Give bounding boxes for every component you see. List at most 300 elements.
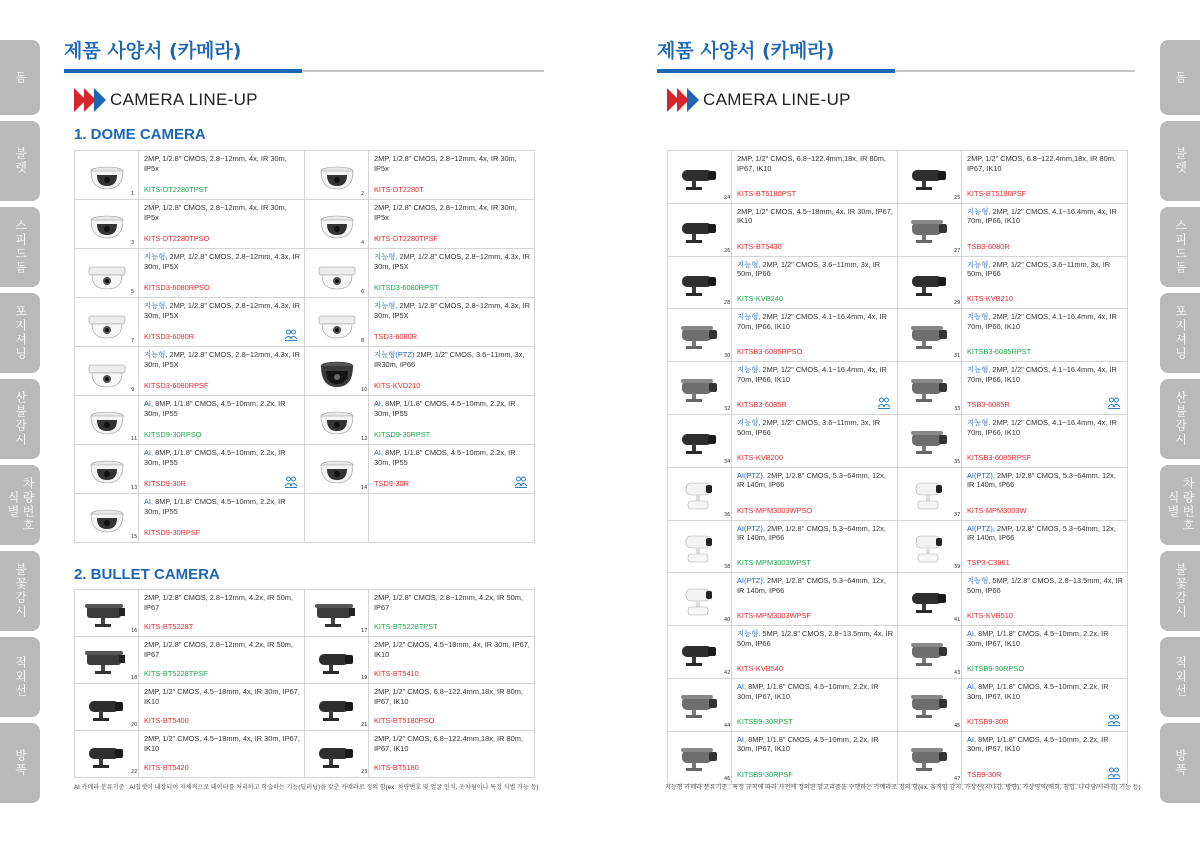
side-tab-label: 차량번호식별 bbox=[1166, 477, 1195, 533]
product-model: KITS-BT5228TPSF bbox=[144, 669, 208, 678]
side-tab[interactable] bbox=[1160, 465, 1200, 545]
product-image-cell bbox=[898, 520, 962, 573]
product-model: KITS-BT5180PSF bbox=[967, 188, 1027, 198]
camera-image bbox=[79, 255, 135, 297]
table-row bbox=[668, 520, 1128, 573]
product-desc-cell bbox=[139, 494, 305, 543]
product-spec bbox=[144, 497, 300, 516]
camera-image bbox=[309, 451, 368, 493]
product-model: KITSB9-30RPSO bbox=[967, 663, 1025, 673]
product-category: AI(PTZ), bbox=[737, 470, 765, 480]
side-tab-label: 차량번호식별 bbox=[6, 477, 35, 533]
product-desc-cell bbox=[732, 467, 898, 520]
product-category: 지능형, bbox=[967, 417, 991, 427]
product-desc-cell bbox=[139, 637, 305, 684]
product-model: KITSD3-6080RPSF bbox=[144, 381, 209, 390]
side-tab-label: 적외선 bbox=[1173, 656, 1188, 698]
side-tab[interactable] bbox=[0, 551, 40, 631]
product-number: 29 bbox=[954, 300, 961, 307]
side-tab[interactable] bbox=[1160, 723, 1200, 803]
product-image-cell bbox=[668, 203, 732, 256]
product-spec bbox=[144, 399, 300, 418]
product-model: KITSD3-6080RPSO bbox=[144, 283, 210, 292]
side-tab[interactable] bbox=[0, 293, 40, 373]
footnote: 지능형 카메라 분류기준 : 특정 규칙에 따라 사전에 정의된 알고리즘을 수행하는 카메라로 정의 함(ex. 움직임 감지, 가상선(지나감, 방향), 가상영역(배회, 침입, 나타남/사라짐) 기능 등) bbox=[665, 784, 1141, 791]
product-model: KITSD9-30RPST bbox=[374, 430, 431, 439]
product-number: 20 bbox=[131, 722, 138, 728]
product-model: KITS-KVB200 bbox=[737, 452, 784, 462]
product-category: AI, bbox=[967, 629, 977, 639]
product-image-cell bbox=[898, 626, 962, 679]
product-model: KITS-KVB210 bbox=[967, 294, 1014, 304]
product-spec-text: 8MP, 1/1.8" CMOS, 4.5~10mm, 2.2x, IR 30m, IP67, IK10 bbox=[737, 734, 879, 754]
product-desc-cell bbox=[732, 573, 898, 626]
product-desc-cell bbox=[139, 298, 305, 347]
product-model: TSD9-30R bbox=[374, 479, 409, 488]
product-image-cell bbox=[305, 445, 369, 494]
side-tab[interactable] bbox=[1160, 121, 1200, 201]
product-desc-cell bbox=[369, 347, 535, 396]
product-model: KITS-BT5420 bbox=[144, 763, 189, 772]
product-spec bbox=[374, 252, 530, 271]
product-spec-text: 2MP, 1/2.8" CMOS, 2.8~12mm, 4x, IR 30m, IP5x bbox=[144, 203, 287, 222]
product-spec bbox=[967, 682, 1123, 701]
product-spec-text: 5MP, 1/2.8" CMOS, 2.8~13.5mm, 4x, IR 50m, IP66 bbox=[967, 576, 1123, 595]
product-spec bbox=[737, 629, 893, 648]
certification-icon bbox=[284, 328, 298, 342]
camera-image bbox=[309, 255, 365, 297]
product-number: 14 bbox=[361, 485, 368, 491]
product-desc-cell bbox=[369, 494, 535, 543]
product-number: 3 bbox=[131, 240, 135, 246]
product-image-cell bbox=[668, 151, 732, 204]
product-spec-text: 2MP, 1/2" CMOS, 4.1~16.4mm, 4x, IR 70m, IP66, IK10 bbox=[967, 206, 1117, 226]
product-image-cell bbox=[75, 684, 139, 731]
product-image-cell bbox=[668, 414, 732, 467]
product-spec-text: 2MP, 1/2" CMOS, 4.1~16.4mm, 4x, IR 70m, IP66, IK10 bbox=[737, 365, 887, 384]
product-number: 44 bbox=[724, 722, 731, 729]
product-desc-cell bbox=[962, 626, 1128, 679]
product-model: KITS-BT5228TPST bbox=[374, 622, 438, 631]
product-desc-cell bbox=[732, 362, 898, 415]
product-number: 12 bbox=[361, 436, 368, 442]
product-spec-text: 2MP, 1/2.8" CMOS, 2.8~12mm, 4.3x, IR 30m, IP5X bbox=[144, 252, 300, 271]
product-spec bbox=[967, 418, 1123, 437]
product-desc-cell bbox=[369, 151, 535, 200]
product-number: 1 bbox=[131, 191, 135, 197]
product-category: 지능형, bbox=[374, 252, 398, 261]
side-tab[interactable] bbox=[1160, 40, 1200, 115]
camera-image bbox=[309, 402, 368, 444]
product-spec-text: 2MP, 1/2" CMOS, 4.1~16.4mm, 4x, IR 70m, IP66, IK10 bbox=[737, 312, 887, 331]
product-desc-cell bbox=[962, 151, 1128, 204]
product-spec-text: 2MP, 1/2.8" CMOS, 2.8~12mm, 4x, IR 30m, IP5x bbox=[374, 154, 517, 173]
product-image-cell bbox=[75, 298, 139, 347]
product-image-cell bbox=[668, 467, 732, 520]
product-desc-cell bbox=[962, 467, 1128, 520]
product-category: 지능형, bbox=[374, 301, 398, 310]
product-spec-text: 2MP, 1/2" CMOS, 3.6~11mm, 3x, IR 50m, IP66 bbox=[967, 259, 1111, 279]
product-spec bbox=[374, 203, 530, 222]
side-tab-label: 스피드돔 bbox=[13, 219, 28, 275]
product-desc-cell bbox=[139, 445, 305, 494]
product-spec bbox=[374, 734, 530, 753]
product-spec-text: 2MP, 1/2" CMOS, 3.6~11mm, 3x, IR 50m, IP66 bbox=[737, 417, 881, 437]
camera-image bbox=[309, 353, 368, 395]
product-desc-cell bbox=[732, 626, 898, 679]
product-image-cell bbox=[75, 200, 139, 249]
product-model: KITSB9-30RPSF bbox=[737, 769, 793, 779]
product-spec-text: 8MP, 1/1.8" CMOS, 4.5~10mm, 2.2x, IR 30m, IP67, IK10 bbox=[967, 629, 1109, 648]
product-spec-text: 2MP, 1/2.8" CMOS, 5.3~64mm, 12x, IR 140m, IP66 bbox=[737, 576, 886, 595]
camera-image bbox=[309, 595, 368, 637]
side-tab-label: 포지셔닝 bbox=[13, 305, 28, 361]
product-category: AI, bbox=[374, 399, 384, 408]
product-model: KITSB9-30R bbox=[967, 716, 1009, 726]
product-number: 18 bbox=[131, 675, 138, 681]
product-category: AI(PTZ), bbox=[737, 576, 765, 586]
product-number: 30 bbox=[724, 353, 731, 360]
lineup-heading bbox=[667, 88, 851, 112]
product-number: 6 bbox=[361, 289, 365, 295]
product-image-cell bbox=[305, 249, 369, 298]
product-number: 25 bbox=[954, 194, 961, 201]
product-category: 지능형, bbox=[737, 417, 761, 427]
table-row bbox=[668, 309, 1128, 362]
product-spec bbox=[144, 687, 300, 706]
certification-icon bbox=[284, 475, 298, 489]
table-row bbox=[75, 347, 535, 396]
product-image-cell bbox=[305, 494, 369, 543]
footnote: AI 카메라 분류기준 : AI칩셋이 내장되어 자체적으로 데이터를 처리하고 학습하는 기능(딥러닝)을 갖춘 카메라로 정의 함(ex. 차량번호 및 얼굴 인식, 옷차림이나 특징 식별 가능 등) bbox=[74, 784, 539, 791]
product-model: TSB3-6085R bbox=[967, 399, 1010, 409]
lineup-text: CAMERA LINE-UP bbox=[703, 90, 851, 109]
product-desc-cell bbox=[732, 520, 898, 573]
lineup-text: CAMERA LINE-UP bbox=[110, 90, 258, 109]
product-spec bbox=[144, 350, 300, 369]
table-row bbox=[75, 590, 535, 637]
product-number: 17 bbox=[361, 628, 368, 634]
side-tab[interactable] bbox=[1160, 551, 1200, 631]
product-image-cell bbox=[75, 590, 139, 637]
side-tab[interactable] bbox=[0, 40, 40, 115]
product-spec-text: 2MP, 1/2" CMOS, 4.5~18mm, 4x, IR 30m, IP67, IK10 bbox=[737, 206, 893, 226]
product-number: 2 bbox=[361, 191, 365, 197]
product-desc-cell bbox=[962, 362, 1128, 415]
table-row bbox=[668, 731, 1128, 784]
page-title: 제품 사양서 (카메라) bbox=[657, 40, 835, 62]
product-desc-cell bbox=[369, 445, 535, 494]
product-desc-cell bbox=[369, 396, 535, 445]
product-category: AI(PTZ), bbox=[967, 470, 995, 480]
product-spec-text: 2MP, 1/2" CMOS, 6.8~122.4mm,18x, IR 80m, IP67, IK10 bbox=[374, 734, 523, 753]
product-number: 22 bbox=[131, 769, 138, 775]
product-model: KITS-KVD210 bbox=[374, 381, 421, 390]
product-model: KITSB3-6085RPST bbox=[967, 347, 1032, 357]
product-model: KITS-BT5180PST bbox=[737, 188, 797, 198]
product-spec-text: 8MP, 1/1.8" CMOS, 4.5~10mm, 2.2x, IR 30m, IP55 bbox=[144, 448, 286, 467]
product-spec-text: 2MP, 1/2" CMOS, 6.8~122.4mm,18x, IR 80m, IP67, IK10 bbox=[967, 154, 1116, 173]
product-number: 15 bbox=[131, 534, 138, 540]
product-desc-cell bbox=[962, 203, 1128, 256]
side-tab[interactable] bbox=[0, 207, 40, 287]
side-tab[interactable] bbox=[0, 379, 40, 459]
product-category: AI, bbox=[967, 681, 977, 691]
certification-icon bbox=[1107, 396, 1121, 410]
product-image-cell bbox=[668, 309, 732, 362]
product-spec-text: 2MP, 1/2" CMOS, 3.6~11mm, 3x, IR 50m, IP66 bbox=[737, 259, 881, 279]
product-spec bbox=[967, 629, 1123, 648]
side-tab[interactable] bbox=[1160, 293, 1200, 373]
camera-image bbox=[309, 157, 365, 199]
product-model: KITS-BT5180 bbox=[374, 763, 419, 772]
product-model: KITS-MPM3003WPSO bbox=[737, 505, 813, 515]
table-row bbox=[75, 731, 535, 778]
product-spec-text: 2MP, 1/2.8" CMOS, 5.3~64mm, 12x, IR 140m, IP66 bbox=[967, 470, 1116, 490]
product-category: 지능형, bbox=[967, 206, 991, 216]
side-tab-label: 스피드돔 bbox=[1173, 219, 1188, 275]
camera-image bbox=[79, 595, 138, 637]
product-desc-cell bbox=[732, 678, 898, 731]
product-desc-cell bbox=[732, 309, 898, 362]
product-spec bbox=[374, 154, 530, 173]
product-model: KITSB3-6085RPSO bbox=[737, 347, 803, 357]
product-category: 지능형, bbox=[144, 350, 168, 359]
product-model: TSB3-6080R bbox=[967, 241, 1010, 251]
product-number: 38 bbox=[724, 564, 731, 571]
product-image-cell bbox=[75, 347, 139, 396]
product-image-cell bbox=[898, 678, 962, 731]
product-model: TSD3-6080R bbox=[374, 332, 418, 341]
side-tab[interactable] bbox=[1160, 637, 1200, 717]
side-tab-label: 포지셔닝 bbox=[1173, 305, 1188, 361]
product-spec-text: 2MP, 1/2.8" CMOS, 5.3~64mm, 12x, IR 140m, IP66 bbox=[737, 523, 886, 543]
product-model: KITS-BT5228T bbox=[144, 622, 194, 631]
product-number: 23 bbox=[361, 769, 368, 775]
product-category: AI(PTZ), bbox=[967, 523, 995, 533]
product-number: 19 bbox=[361, 675, 368, 681]
product-spec bbox=[737, 365, 893, 384]
camera-image bbox=[79, 500, 138, 542]
product-model: TSB9-30R bbox=[967, 769, 1002, 779]
product-model: KITSB3-6085R bbox=[737, 399, 787, 409]
side-tab-label: 방폭 bbox=[13, 749, 28, 777]
product-spec-text: 8MP, 1/1.8" CMOS, 4.5~10mm, 2.2x, IR 30m, IP55 bbox=[144, 399, 286, 418]
table-row bbox=[75, 637, 535, 684]
product-image-cell bbox=[668, 573, 732, 626]
product-category: AI, bbox=[737, 734, 747, 744]
product-spec-text: 2MP, 1/2.8" CMOS, 2.8~12mm, 4.2x, IR 50m, IP67 bbox=[144, 593, 293, 612]
bullet-product-table bbox=[74, 589, 535, 778]
product-spec bbox=[737, 735, 893, 754]
product-spec bbox=[374, 350, 530, 369]
product-category: 지능형, bbox=[967, 259, 991, 269]
product-desc-cell bbox=[139, 396, 305, 445]
side-tab[interactable] bbox=[0, 121, 40, 201]
product-model: KITS-DT2280TPSO bbox=[144, 234, 210, 243]
table-row bbox=[668, 414, 1128, 467]
product-desc-cell bbox=[732, 151, 898, 204]
product-category: AI, bbox=[374, 448, 384, 457]
table-row bbox=[668, 467, 1128, 520]
product-model: KITS-MPM3003WPSF bbox=[737, 611, 811, 621]
product-category: AI, bbox=[144, 448, 154, 457]
lineup-heading bbox=[74, 88, 258, 112]
product-model: KITS-BT5410 bbox=[374, 669, 419, 678]
camera-image bbox=[79, 451, 138, 493]
product-model: KITS-DT2280TPST bbox=[144, 185, 209, 194]
product-spec-text: 8MP, 1/1.8" CMOS, 4.5~10mm, 2.2x, IR 30m, IP67, IK10 bbox=[967, 681, 1109, 701]
side-tab[interactable] bbox=[1160, 207, 1200, 287]
right-product-table bbox=[667, 150, 1128, 785]
product-spec bbox=[374, 593, 530, 612]
product-spec-text: 8MP, 1/1.8" CMOS, 4.5~10mm, 2.2x, IR 30m, IP55 bbox=[374, 448, 516, 467]
product-desc-cell bbox=[962, 731, 1128, 784]
side-tab-label: 산불감시 bbox=[1173, 391, 1188, 447]
product-spec bbox=[737, 207, 893, 226]
side-tab[interactable] bbox=[0, 637, 40, 717]
side-tab[interactable] bbox=[0, 723, 40, 803]
product-image-cell bbox=[305, 637, 369, 684]
product-spec-text: 2MP, 1/2" CMOS, 4.5~18mm, 4x, IR 30m, IP67, IK10 bbox=[144, 687, 300, 706]
product-number: 8 bbox=[361, 338, 365, 344]
side-tabs-left bbox=[0, 40, 40, 803]
side-tab-label: 돔 bbox=[13, 70, 28, 85]
product-number: 24 bbox=[724, 194, 731, 201]
product-number: 45 bbox=[954, 722, 961, 729]
product-number: 43 bbox=[954, 669, 961, 676]
product-spec bbox=[737, 154, 893, 173]
product-spec bbox=[144, 640, 300, 659]
product-image-cell bbox=[75, 637, 139, 684]
product-spec-text: 8MP, 1/1.8" CMOS, 4.5~10mm, 2.2x, IR 30m, IP67, IK10 bbox=[737, 681, 879, 701]
product-spec bbox=[967, 365, 1123, 384]
product-model: KITSD9-30R bbox=[144, 479, 186, 488]
product-spec bbox=[144, 301, 300, 320]
product-desc-cell bbox=[369, 731, 535, 778]
product-spec-text: 5MP, 1/2.8" CMOS, 2.8~13.5mm, 4x, IR 50m, IP66 bbox=[737, 629, 893, 648]
product-image-cell bbox=[305, 731, 369, 778]
product-desc-cell bbox=[369, 590, 535, 637]
product-number: 10 bbox=[361, 387, 368, 393]
product-image-cell bbox=[305, 347, 369, 396]
product-number: 33 bbox=[954, 405, 961, 412]
product-model: KITS-MPM3003WPST bbox=[737, 558, 811, 568]
product-number: 35 bbox=[954, 458, 961, 465]
product-number: 27 bbox=[954, 247, 961, 254]
certification-icon bbox=[1107, 766, 1121, 780]
product-image-cell bbox=[898, 573, 962, 626]
product-model: KITS-BT5180PSO bbox=[374, 716, 435, 725]
product-number: 13 bbox=[131, 485, 138, 491]
product-spec bbox=[967, 524, 1123, 543]
certification-icon bbox=[514, 475, 528, 489]
product-spec-text: 8MP, 1/1.8" CMOS, 4.5~10mm, 2.2x, IR 30m, IP67, IK10 bbox=[967, 734, 1109, 754]
product-spec-text: 2MP, 1/2.8" CMOS, 2.8~12mm, 4.2x, IR 50m, IP67 bbox=[144, 640, 293, 659]
product-spec-text: 2MP, 1/2.8" CMOS, 2.8~12mm, 4x, IR 30m, IP5x bbox=[374, 203, 517, 222]
product-category: AI, bbox=[737, 681, 747, 691]
camera-image bbox=[79, 402, 138, 444]
product-category: 지능형, bbox=[967, 365, 991, 375]
side-tab-label: 방폭 bbox=[1173, 749, 1188, 777]
title-rule bbox=[657, 70, 1135, 72]
product-category: AI, bbox=[144, 399, 154, 408]
product-category: 지능형, bbox=[144, 301, 168, 310]
product-spec bbox=[737, 576, 893, 595]
table-row bbox=[668, 256, 1128, 309]
table-row bbox=[668, 203, 1128, 256]
product-number: 11 bbox=[131, 436, 138, 442]
camera-image bbox=[672, 634, 731, 676]
product-spec bbox=[374, 301, 530, 320]
product-category: 지능형(PTZ) bbox=[374, 350, 415, 359]
table-row bbox=[75, 298, 535, 347]
side-tabs-right bbox=[1160, 40, 1200, 803]
product-image-cell bbox=[898, 309, 962, 362]
product-desc-cell bbox=[139, 200, 305, 249]
product-spec-text: 2MP, 1/2" CMOS, 6.8~122.4mm,18x, IR 80m, IP67, IK10 bbox=[737, 154, 886, 173]
product-number: 32 bbox=[724, 405, 731, 412]
product-spec bbox=[144, 593, 300, 612]
side-tab[interactable] bbox=[1160, 379, 1200, 459]
product-number: 26 bbox=[724, 247, 731, 254]
product-model: KITS-MPM3003W bbox=[967, 505, 1027, 515]
product-spec bbox=[144, 154, 300, 173]
product-number: 46 bbox=[724, 775, 731, 782]
product-category: 지능형, bbox=[737, 365, 761, 375]
product-image-cell bbox=[898, 203, 962, 256]
table-row bbox=[668, 626, 1128, 679]
product-spec bbox=[737, 524, 893, 543]
product-model: KITS-BT5430 bbox=[737, 241, 782, 251]
product-desc-cell bbox=[962, 678, 1128, 731]
product-model: KITSD3-6080R bbox=[144, 332, 195, 341]
side-tab[interactable] bbox=[0, 465, 40, 545]
table-row bbox=[75, 396, 535, 445]
product-category: 지능형, bbox=[967, 576, 991, 586]
product-image-cell bbox=[75, 249, 139, 298]
product-number: 4 bbox=[361, 240, 365, 246]
product-desc-cell bbox=[139, 684, 305, 731]
camera-image bbox=[902, 370, 961, 412]
product-image-cell bbox=[305, 200, 369, 249]
product-desc-cell bbox=[732, 203, 898, 256]
product-image-cell bbox=[668, 362, 732, 415]
table-row bbox=[668, 362, 1128, 415]
table-row bbox=[75, 445, 535, 494]
table-row bbox=[75, 200, 535, 249]
table-row bbox=[668, 678, 1128, 731]
certification-icon bbox=[877, 396, 891, 410]
product-spec-text: 2MP, 1/2" CMOS, 6.8~122.4mm,18x, IR 80m, IP67, IK10 bbox=[374, 687, 523, 706]
product-image-cell bbox=[75, 731, 139, 778]
product-desc-cell bbox=[139, 347, 305, 396]
chevron-icon bbox=[667, 88, 697, 112]
product-model: KITSB3-6085RPSF bbox=[967, 452, 1032, 462]
product-image-cell bbox=[75, 494, 139, 543]
camera-image bbox=[309, 304, 365, 346]
product-desc-cell bbox=[962, 573, 1128, 626]
product-number: 40 bbox=[724, 617, 731, 624]
product-spec-text: 2MP, 1/2" CMOS, 4.1~16.4mm, 4x, IR 70m, IP66, IK10 bbox=[967, 417, 1117, 437]
product-image-cell bbox=[668, 256, 732, 309]
product-desc-cell bbox=[369, 200, 535, 249]
product-number: 36 bbox=[724, 511, 731, 518]
product-spec bbox=[144, 734, 300, 753]
product-desc-cell bbox=[369, 684, 535, 731]
product-spec bbox=[737, 260, 893, 279]
product-category: AI(PTZ), bbox=[737, 523, 765, 533]
